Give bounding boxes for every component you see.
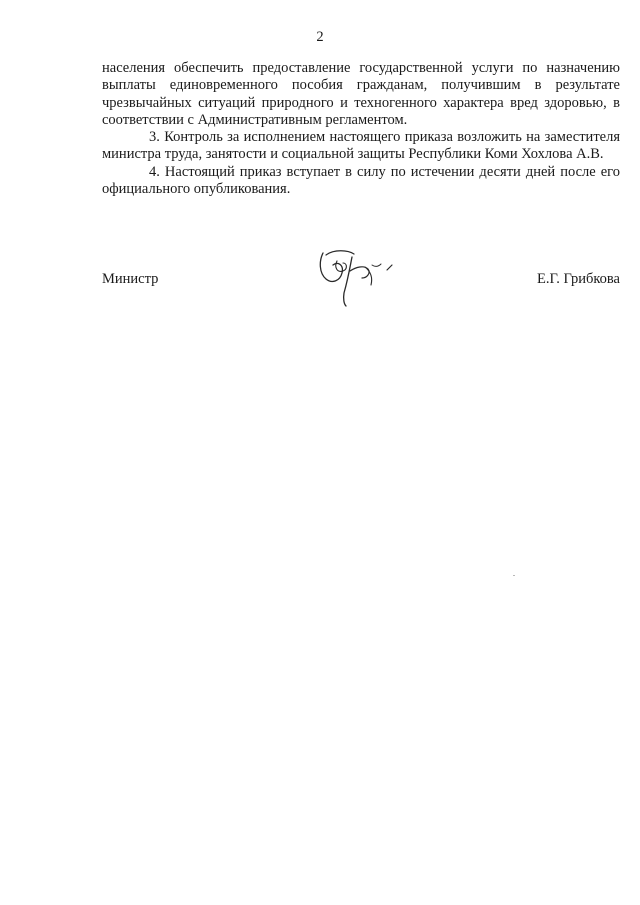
handwritten-signature: [310, 243, 394, 307]
paragraph-item-4: 4. Настоящий приказ вступает в силу по истечении десяти дней после его официального опубликования.: [102, 163, 620, 198]
scan-speck: [513, 575, 515, 576]
document-body: [102, 60, 620, 198]
paragraph-item-3: 3. Контроль за исполнением настоящего приказа возложить на заместителя министра труда, занятости и социальной защиты Республики Коми Хохлова А.В.: [102, 129, 620, 163]
paragraph-continuation: населения обеспечить предоставление государственной услуги по назначению выплаты единовременного пособия гражданам, получившим в результате чрезвычайных ситуаций природного и техногенного характера вред здоровью, в соответствии с Административным регламентом.: [102, 60, 620, 128]
page-number: 2: [316, 29, 324, 45]
signatory-title: Министр: [102, 271, 159, 287]
signatory-name: Е.Г. Грибкова: [537, 271, 620, 287]
